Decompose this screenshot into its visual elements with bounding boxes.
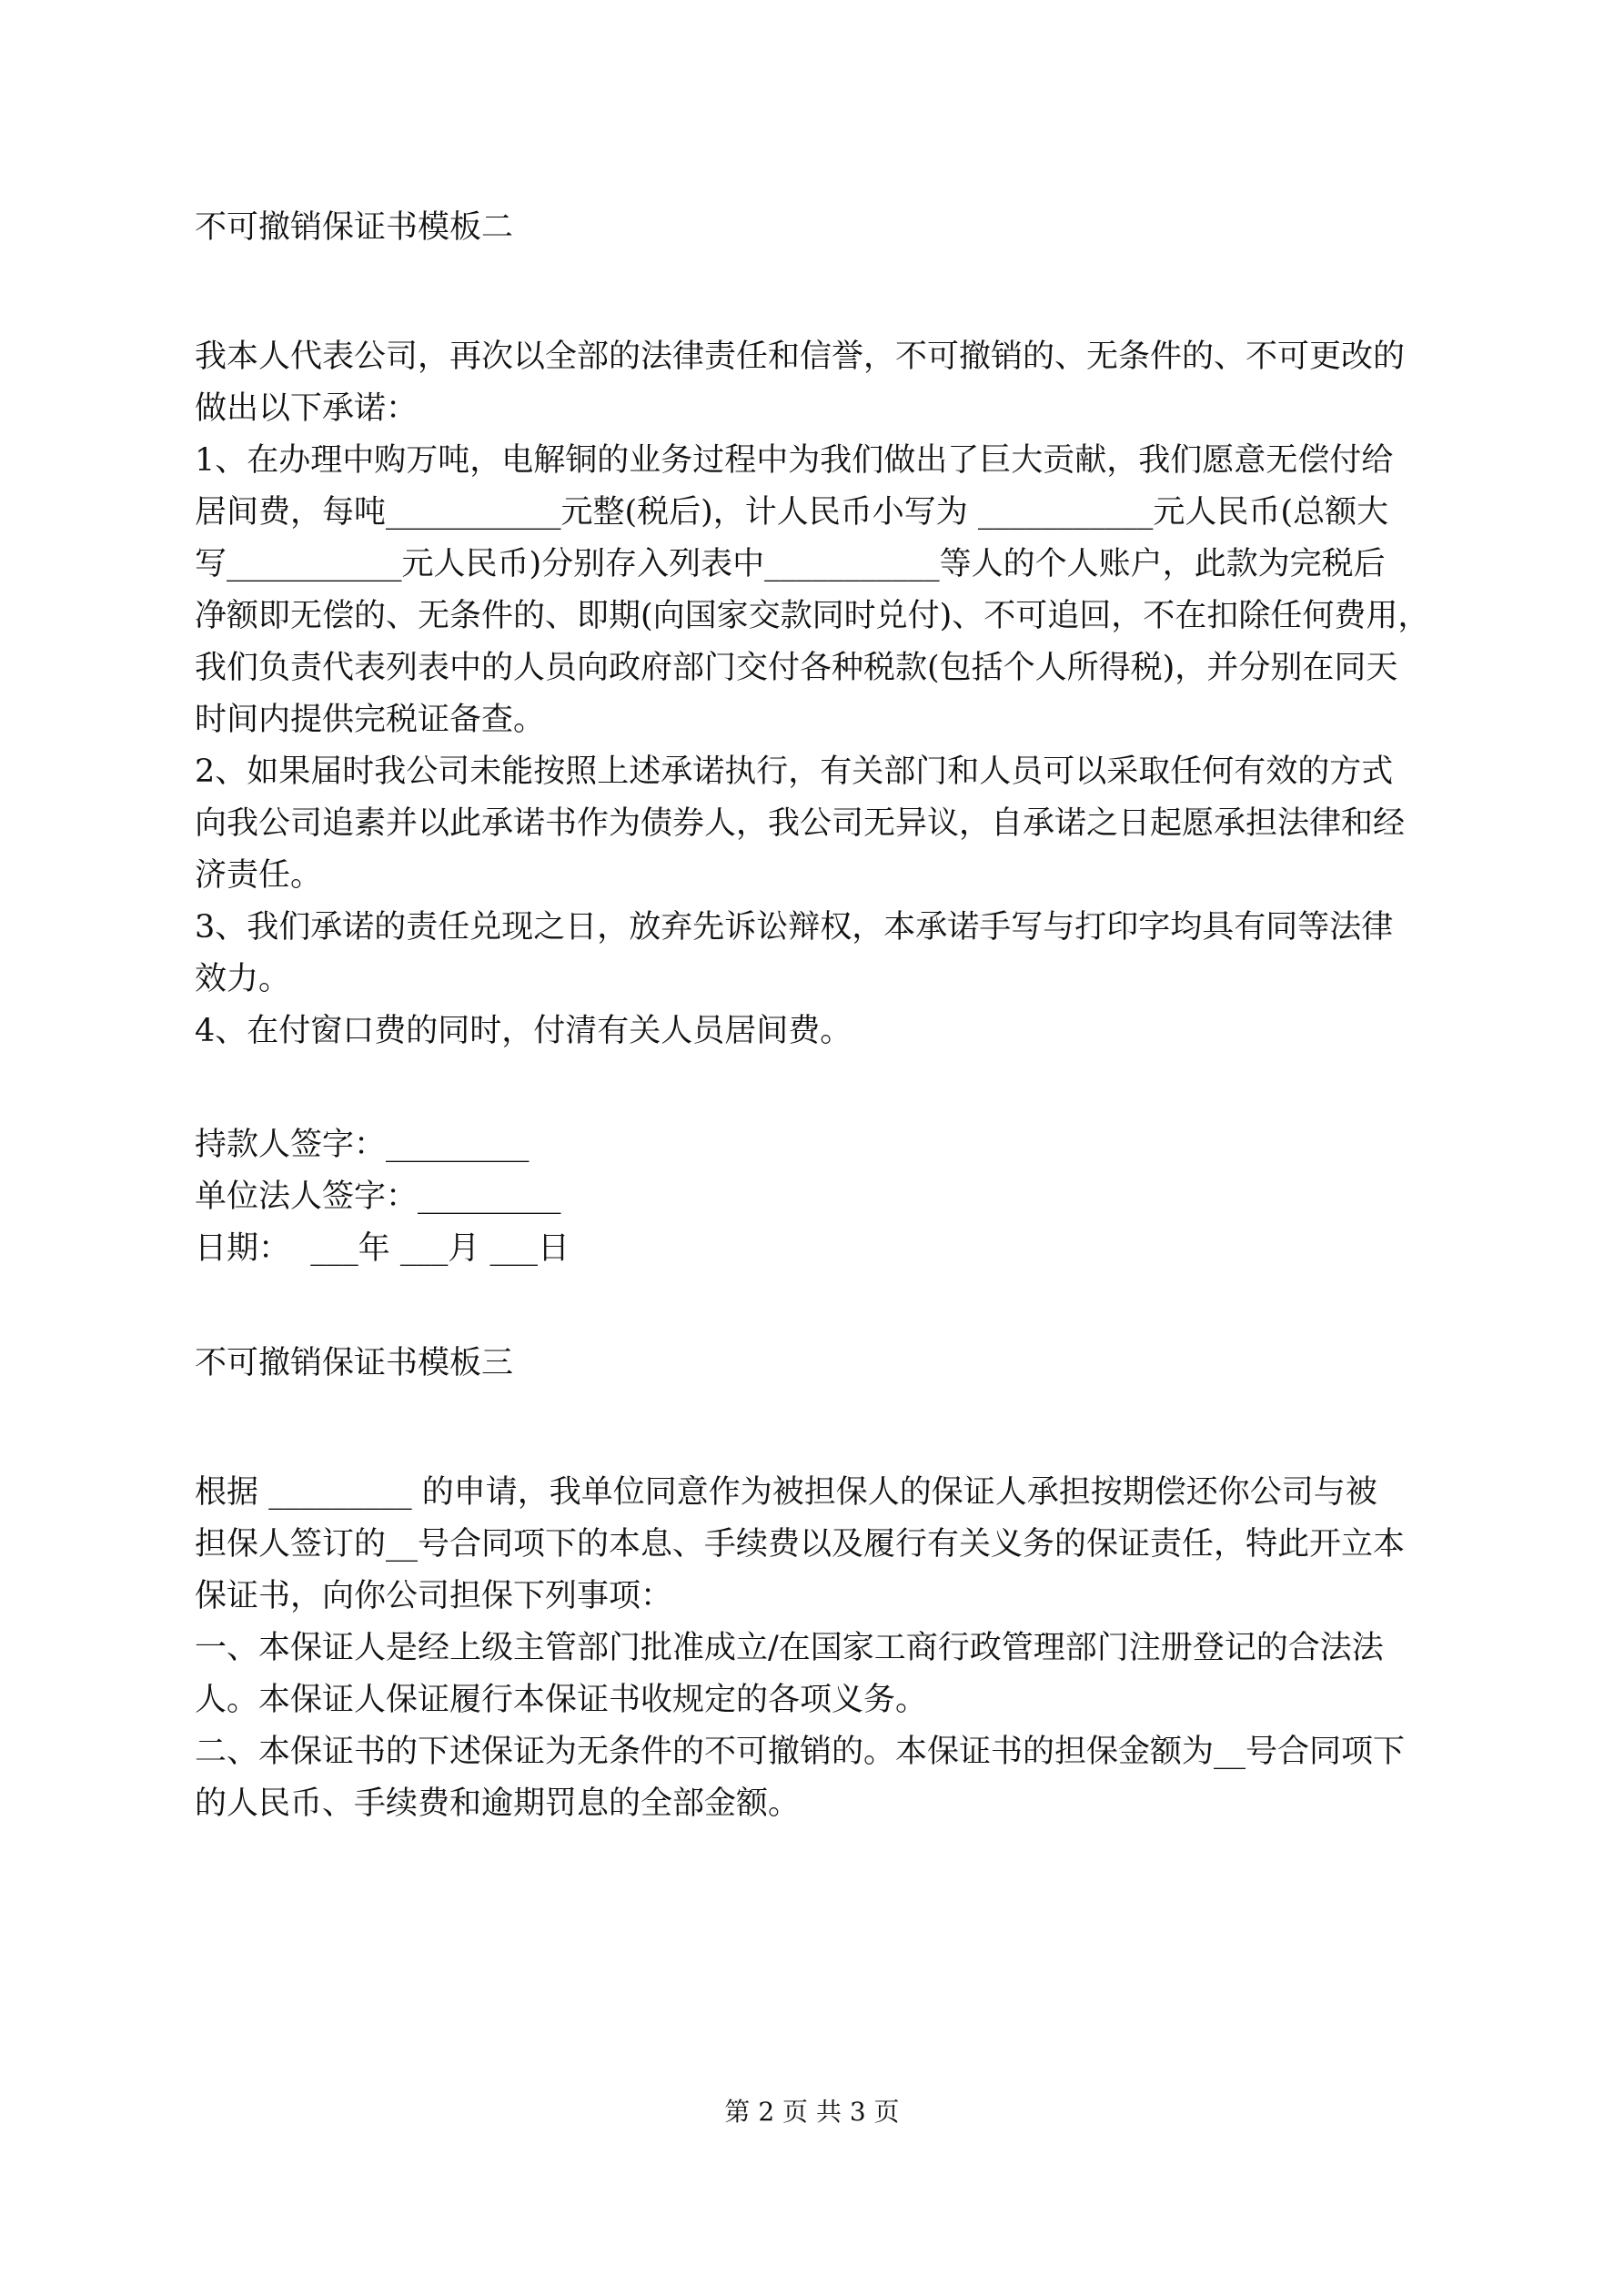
item-2-line-1: 2、如果届时我公司未能按照上述承诺执行，有关部门和人员可以采取任何有效的方式	[195, 754, 1394, 790]
section-2-title: 不可撤销保证书模板二	[195, 209, 514, 246]
item-3-line-2: 效力。	[195, 961, 291, 997]
section-3-para-line-2: 担保人签订的__号合同项下的本息、手续费以及履行有关义务的保证责任，特此开立本	[195, 1526, 1406, 1563]
item-4-line-1: 4、在付窗口费的同时，付清有关人员居间费。	[195, 1013, 852, 1049]
date-line: 日期： ___年 ___月 ___日	[195, 1230, 570, 1267]
point-1-line-2: 人。本保证人保证履行本保证书收规定的各项义务。	[195, 1682, 928, 1718]
section-3-title: 不可撤销保证书模板三	[195, 1345, 514, 1381]
page-number-footer: 第 2 页 共 3 页	[724, 2097, 900, 2127]
item-1-line-3: 写___________元人民币)分别存入列表中___________等人的个人账户，此款为完税后	[195, 546, 1386, 582]
item-1-line-4: 净额即无偿的、无条件的、即期(向国家交款同时兑付)、不可追回，不在扣除任何费用，	[195, 598, 1430, 634]
legal-rep-signature-line: 单位法人签字：_________	[195, 1178, 561, 1215]
point-1-line-1: 一、本保证人是经上级主管部门批准成立/在国家工商行政管理部门注册登记的合法法	[195, 1630, 1384, 1666]
point-2-line-1: 二、本保证书的下述保证为无条件的不可撤销的。本保证书的担保金额为__号合同项下	[195, 1734, 1406, 1770]
intro-line-1: 我本人代表公司，再次以全部的法律责任和信誉，不可撤销的、无条件的、不可更改的	[195, 339, 1406, 375]
item-1-line-5: 我们负责代表列表中的人员向政府部门交付各种税款(包括个人所得税)，并分别在同天	[195, 650, 1398, 686]
item-2-line-2: 向我公司追素并以此承诺书作为债券人，我公司无异议，自承诺之日起愿承担法律和经	[195, 805, 1406, 842]
holder-signature-line: 持款人签字：_________	[195, 1127, 530, 1163]
section-3-para-line-3: 保证书，向你公司担保下列事项：	[195, 1578, 673, 1614]
item-1-line-6: 时间内提供完税证备查。	[195, 702, 546, 738]
point-2-line-2: 的人民币、手续费和逾期罚息的全部金额。	[195, 1785, 801, 1822]
intro-line-2: 做出以下承诺：	[195, 390, 419, 427]
item-1-line-1: 1、在办理中购万吨，电解铜的业务过程中为我们做出了巨大贡献，我们愿意无偿付给	[195, 442, 1394, 479]
item-2-line-3: 济责任。	[195, 857, 323, 894]
item-3-line-1: 3、我们承诺的责任兑现之日，放弃先诉讼辩权，本承诺手写与打印字均具有同等法律	[195, 909, 1394, 946]
section-3-para-line-1: 根据 _________ 的申请，我单位同意作为被担保人的保证人承担按期偿还你公司与被	[195, 1474, 1377, 1511]
item-1-line-2: 居间费，每吨___________元整(税后)，计人民币小写为 ___________元人民币(总额大	[195, 494, 1389, 531]
